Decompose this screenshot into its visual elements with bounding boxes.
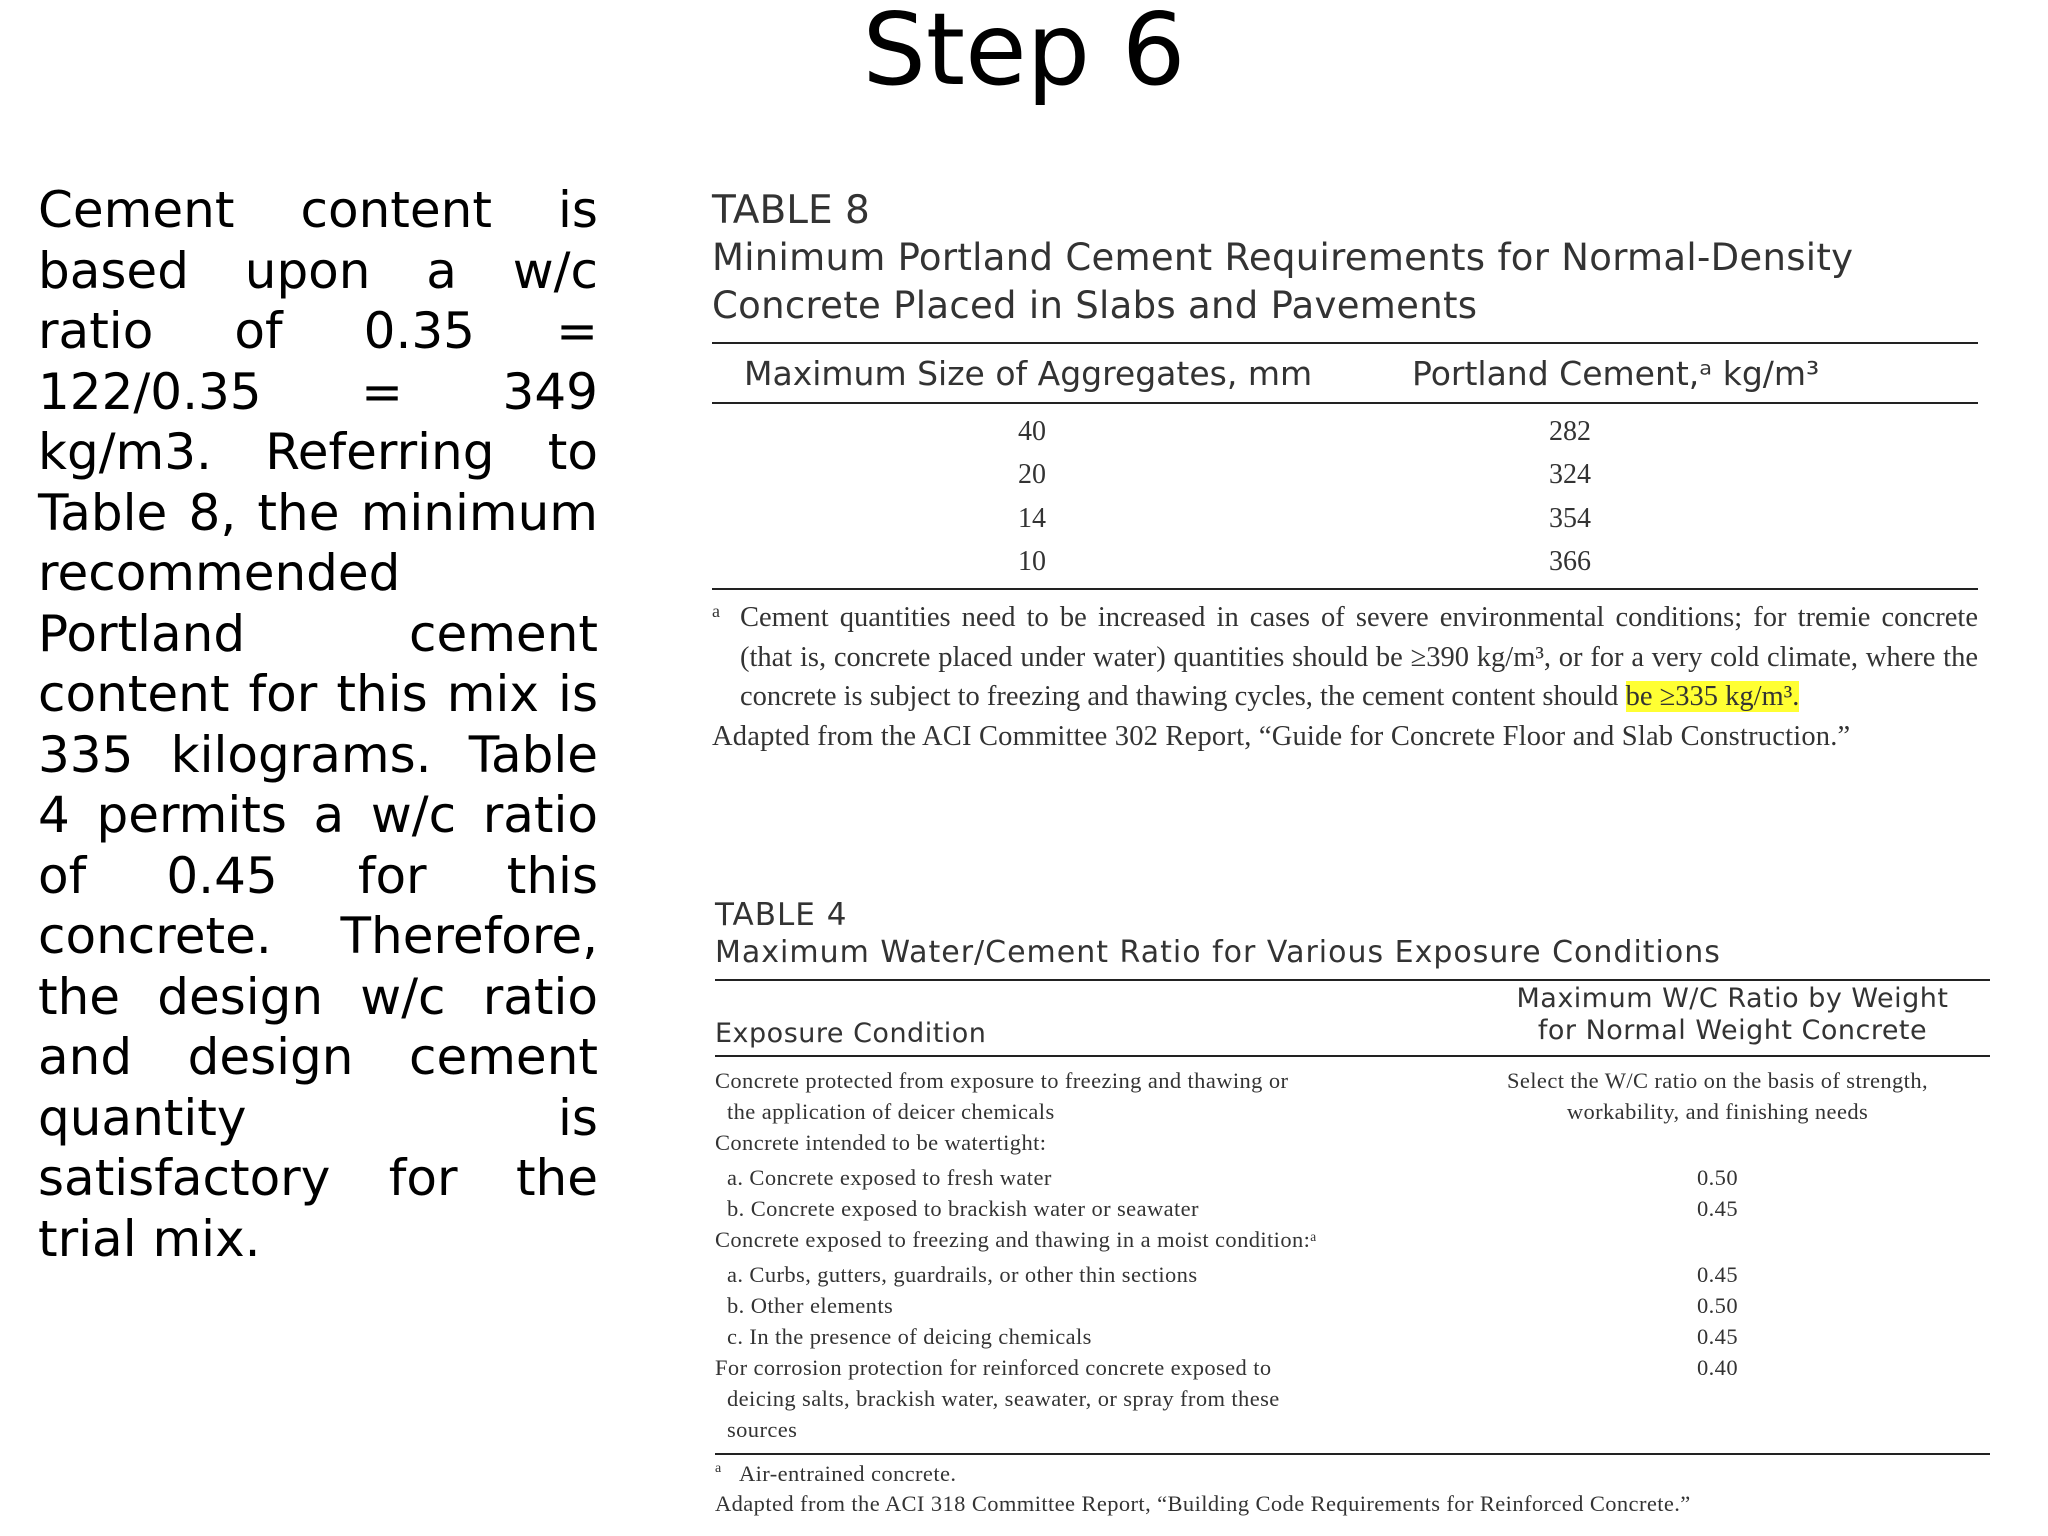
table-row [715,1383,1990,1414]
column-header-line: for Normal Weight Concrete [1537,1015,1928,1046]
column-header-line: Maximum W/C Ratio by Weight [1516,983,1949,1014]
table-cell [1475,1383,1990,1414]
table-row [715,1065,1990,1096]
table-cell: 282 [1549,415,1591,447]
table-cell [1475,1127,1990,1158]
table-cell: c. In the presence of deicing chemicals [727,1324,1092,1349]
footnote-text [740,598,1978,717]
column-header: Portland Cement,ᵃ kg/m³ [1412,353,1820,393]
footnote-text: Air-entrained concrete. [739,1461,957,1486]
table-cell: Select the W/C ratio on the basis of strength, [1506,1068,1929,1093]
table-row [712,541,1978,585]
table-header-row [715,981,1990,1055]
table-cell: Concrete exposed to freezing and thawing in a moist condition:ᵃ [715,1227,1317,1252]
table-row [715,1290,1990,1321]
table-row [712,454,1978,498]
table-cell: 14 [1018,502,1046,534]
column-header: Exposure Condition [715,1018,987,1049]
table-cell: a. Concrete exposed to fresh water [727,1165,1052,1190]
table-cell: sources [727,1417,798,1442]
table-cell: 0.50 [1697,1165,1738,1190]
table-cell: 0.50 [1697,1293,1738,1318]
table-row [715,1224,1990,1255]
table-row [715,1127,1990,1158]
table-rule [712,588,1978,590]
table-row [715,1096,1990,1127]
table-title-line: Concrete Placed in Slabs and Pavements [712,284,1478,327]
table-row [715,1414,1990,1445]
table-cell: b. Other elements [727,1293,894,1318]
table-header-row [712,344,1978,402]
table-row [715,1352,1990,1383]
table-cell: 0.45 [1697,1324,1738,1349]
table-cell: For corrosion protection for reinforced concrete exposed to [715,1355,1272,1380]
table-cell: Concrete protected from exposure to freezing and thawing or [715,1068,1289,1093]
table-row [715,1162,1990,1193]
table-cell: 0.45 [1697,1262,1738,1287]
table-cell: 0.45 [1697,1196,1738,1221]
table-row [715,1259,1990,1290]
table-body [712,404,1978,588]
body-paragraph: Cement content is based upon a w/c ratio of 0.35 = 122/0.35 = 349 kg/m3. Referring to Table 8, the minimum recommended Portland cement content for this mix is 335 kilograms. Table 4 permits a w/c ratio of 0.45 for this concrete. Therefore, the design w/c ratio and design cement quantity is satisfactory for the trial mix. [38,181,598,1268]
slide-title: Step 6 [862,0,1186,108]
table-title: Maximum Water/Cement Ratio for Various Exposure Conditions [715,935,1721,970]
table-row [712,497,1978,541]
column-header: Maximum Size of Aggregates, mm [744,353,1313,393]
table-title-line: Minimum Portland Cement Requirements for Normal-Density [712,236,1854,279]
table-body [715,1057,1990,1453]
table-cell: 354 [1549,502,1591,534]
column-header [1475,981,1990,1055]
table-row [715,1193,1990,1224]
table-cell: b. Concrete exposed to brackish water or seawater [727,1196,1199,1221]
table-cell: workability, and finishing needs [1566,1099,1869,1124]
table-source: Adapted from the ACI 318 Committee Report, “Building Code Requirements for Reinforced Concrete.” [715,1491,1691,1516]
table-cell: deicing salts, brackish water, seawater, or spray from these [727,1386,1280,1411]
table-cell [1475,1414,1990,1445]
highlighted-text: be ≥335 kg/m³. [1625,681,1800,712]
footnote-mark: a [712,601,720,621]
table-cell: 366 [1549,546,1591,578]
table-number: TABLE 4 [715,897,848,933]
table-8 [712,188,1978,756]
table-cell: a. Curbs, gutters, guardrails, or other thin sections [727,1262,1198,1287]
footnote-mark: a [715,1461,722,1476]
table-title [712,234,1978,330]
table-row [715,1321,1990,1352]
table-row [712,410,1978,454]
table-cell: 0.40 [1697,1355,1738,1380]
table-cell: 20 [1018,459,1046,491]
table-cell: 40 [1018,415,1046,447]
table-cell: Concrete intended to be watertight: [715,1130,1047,1155]
table-4 [715,897,1990,1519]
table-footnote [712,598,1978,717]
table-number: TABLE 8 [712,188,870,233]
table-cell: the application of deicer chemicals [727,1099,1055,1124]
table-source: Adapted from the ACI Committee 302 Report, “Guide for Concrete Floor and Slab Construction.” [712,720,1851,752]
table-cell: 10 [1018,546,1046,578]
footnote-body: Cement quantities need to be increased in cases of severe environmental conditions; for tremie concrete (that is, concrete placed under water) quantities should be ≥390 kg/m³, or for a very cold climate, where the concrete is subject to freezing and thawing cycles, the cement content should [740,602,1978,712]
table-cell [1475,1224,1990,1255]
table-cell: 324 [1549,459,1591,491]
table-footnote [715,1455,1990,1519]
